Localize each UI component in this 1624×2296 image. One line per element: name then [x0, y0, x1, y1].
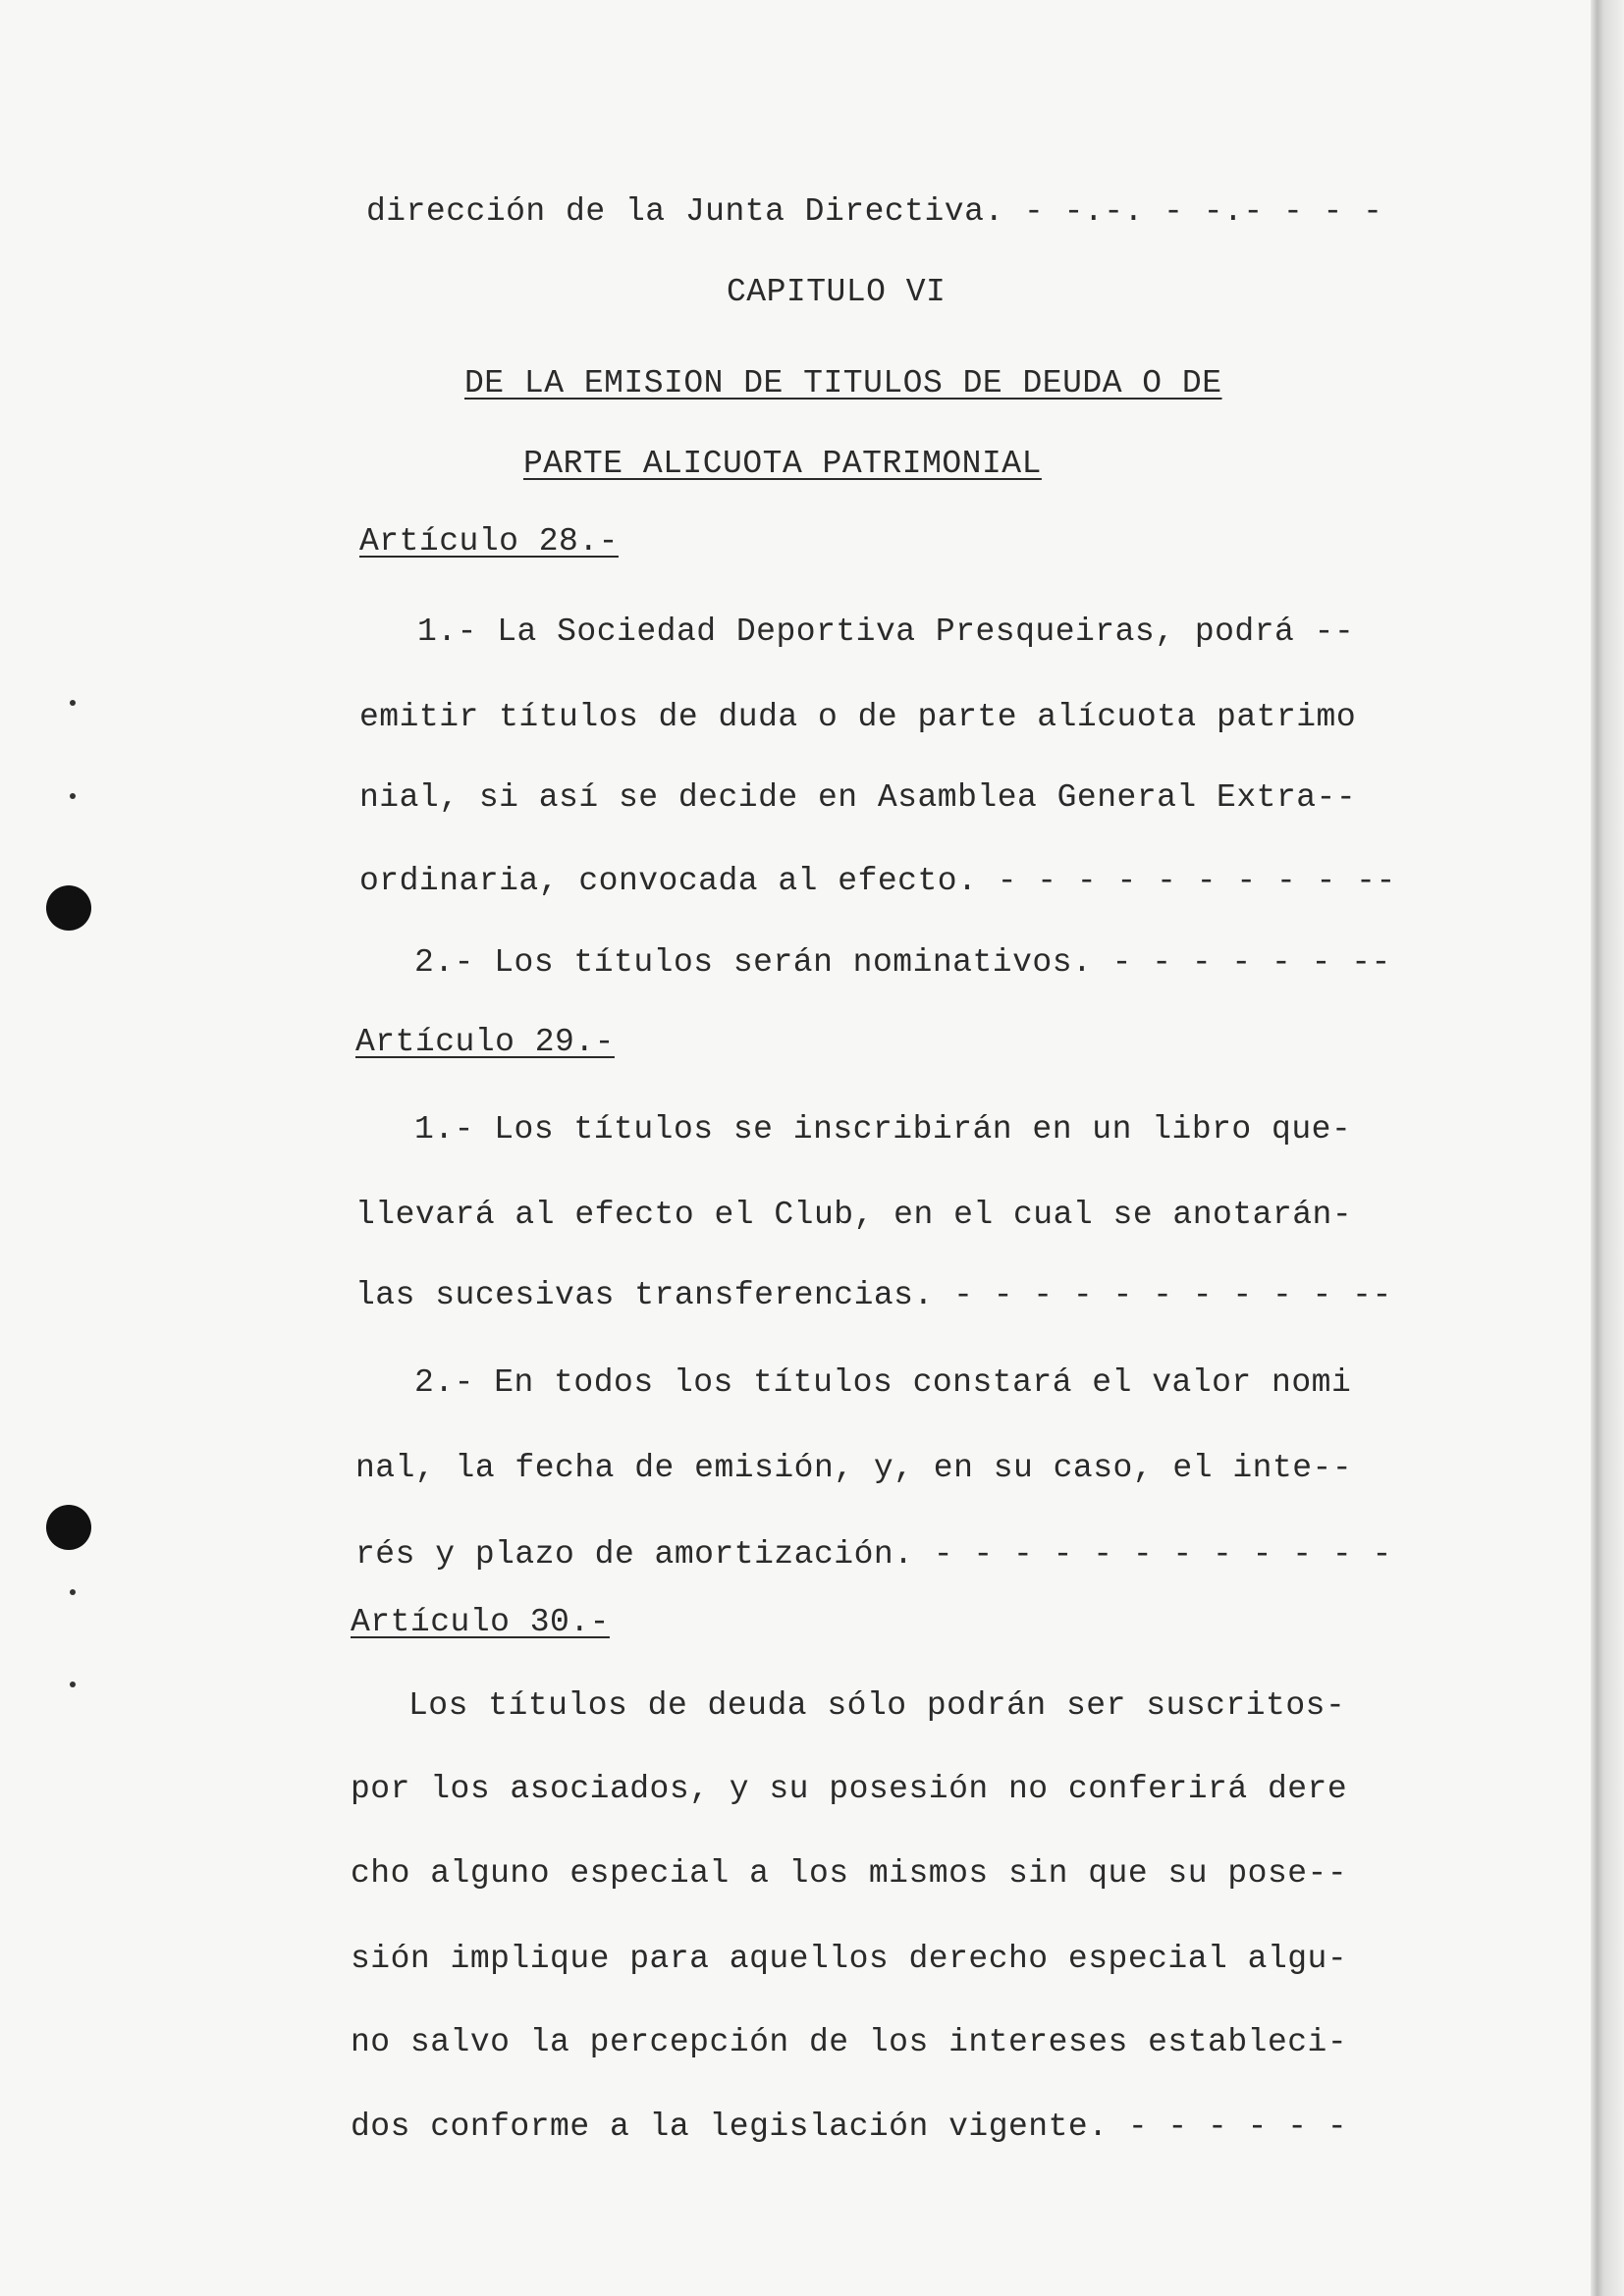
- punch-hole: [46, 1505, 91, 1550]
- article-heading: Artículo 28.-: [359, 523, 619, 560]
- speck: [70, 793, 76, 799]
- text-line: Los títulos de deuda sólo podrán ser suscritos-: [408, 1687, 1346, 1724]
- text-line: cho alguno especial a los mismos sin que su pose--: [351, 1855, 1348, 1892]
- text-line: 1.- Los títulos se inscribirán en un libro que-: [414, 1111, 1352, 1148]
- text-line: 1.- La Sociedad Deportiva Presqueiras, podrá --: [417, 614, 1355, 650]
- text-line: sión implique para aquellos derecho especial algu-: [351, 1941, 1348, 1977]
- text-line: llevará al efecto el Club, en el cual se anotarán-: [355, 1197, 1353, 1233]
- text-line: rés y plazo de amortización. - - - - - - - - - - - -: [355, 1536, 1392, 1573]
- speck: [70, 1682, 76, 1687]
- text-line: las sucesivas transferencias. - - - - - - - - - - --: [355, 1277, 1392, 1313]
- text-line: dos conforme a la legislación vigente. - - - - - -: [351, 2109, 1348, 2145]
- chapter-heading: PARTE ALICUOTA PATRIMONIAL: [523, 446, 1042, 482]
- speck: [70, 700, 76, 706]
- text-line: dirección de la Junta Directiva. - -.-. - -.- - - -: [366, 193, 1383, 230]
- text-line: emitir títulos de duda o de parte alícuota patrimo: [359, 699, 1357, 735]
- text-line: nial, si así se decide en Asamblea General Extra--: [359, 779, 1357, 816]
- text-line: por los asociados, y su posesión no conferirá dere: [351, 1771, 1348, 1807]
- chapter-title: CAPITULO VI: [727, 274, 947, 310]
- article-heading: Artículo 29.-: [355, 1024, 615, 1060]
- text-line: 2.- Los títulos serán nominativos. - - - - - - --: [414, 944, 1391, 981]
- chapter-heading: DE LA EMISION DE TITULOS DE DEUDA O DE: [464, 365, 1222, 401]
- article-heading: Artículo 30.-: [351, 1604, 610, 1640]
- punch-hole: [46, 885, 91, 931]
- speck: [70, 1589, 76, 1595]
- text-line: ordinaria, convocada al efecto. - - - - - - - - - --: [359, 863, 1396, 899]
- text-line: no salvo la percepción de los intereses estableci-: [351, 2024, 1348, 2060]
- text-line: nal, la fecha de emisión, y, en su caso, el inte--: [355, 1450, 1353, 1486]
- scan-edge: [1591, 0, 1624, 2296]
- text-line: 2.- En todos los títulos constará el valor nomi: [414, 1364, 1352, 1401]
